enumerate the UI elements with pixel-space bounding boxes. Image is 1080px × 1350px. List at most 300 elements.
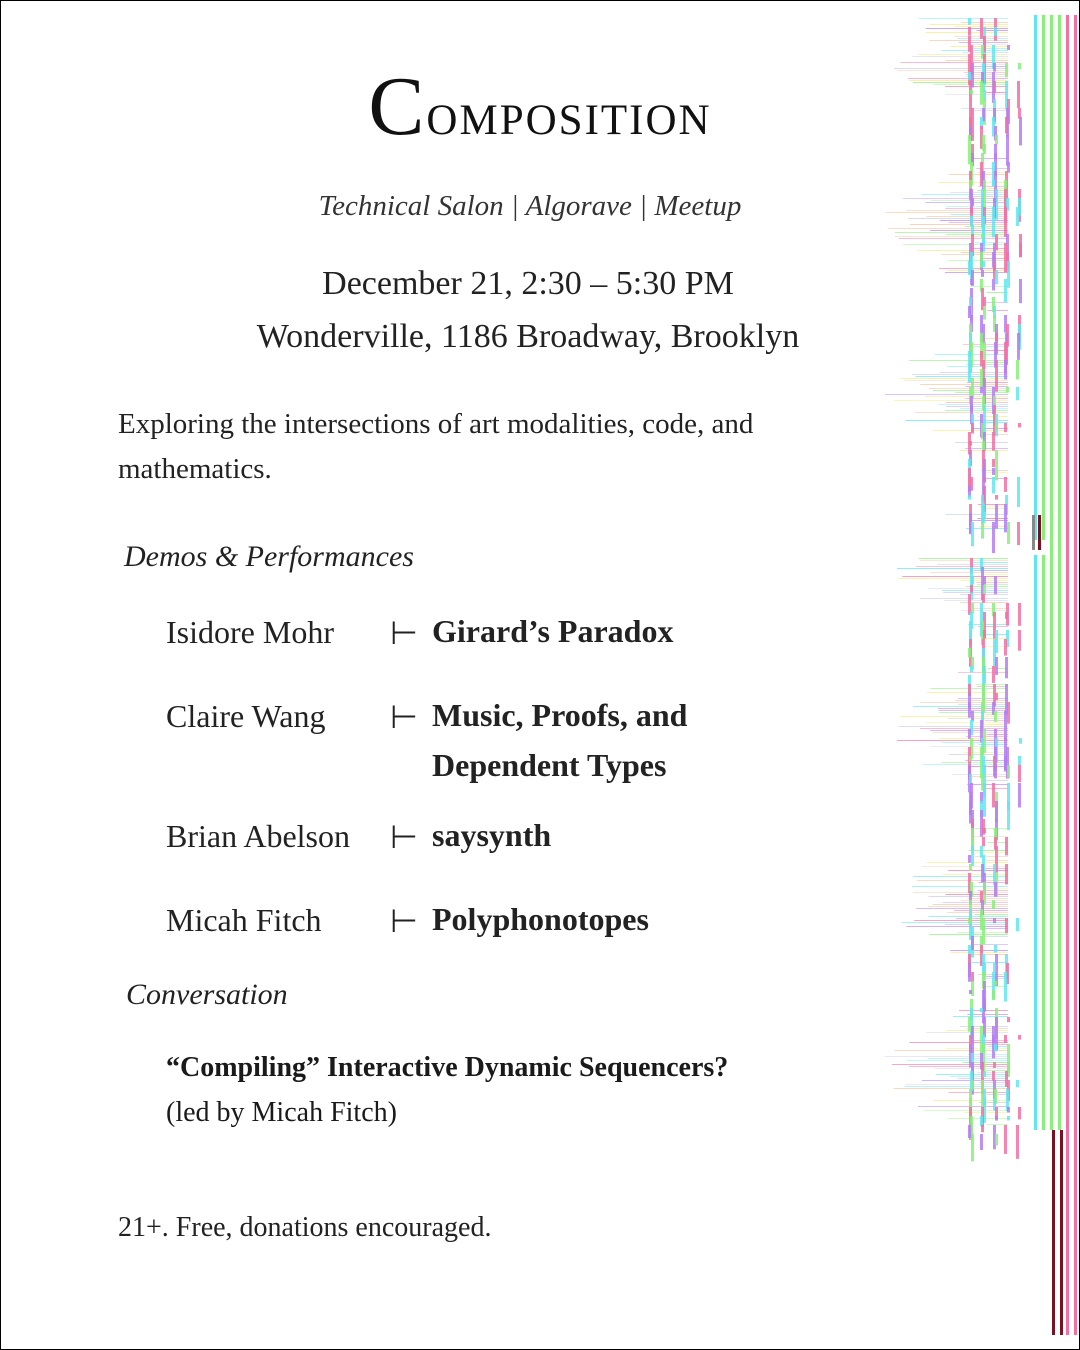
art-stroke: [995, 360, 998, 392]
art-stroke: [971, 846, 974, 866]
art-stroke: [1060, 1130, 1063, 1335]
art-stroke: [1007, 1107, 1010, 1113]
art-stroke: [946, 402, 1008, 403]
art-stroke: [946, 514, 1008, 515]
art-stroke: [946, 1030, 1008, 1031]
art-stroke: [981, 522, 984, 539]
art-stroke: [968, 729, 971, 739]
art-stroke: [1074, 15, 1077, 1335]
art-stroke: [968, 963, 971, 982]
art-stroke: [994, 882, 997, 897]
art-stroke: [970, 90, 973, 94]
demos-heading: Demos & Performances: [124, 540, 414, 573]
art-stroke: [971, 198, 974, 206]
art-stroke: [945, 94, 1008, 95]
art-stroke: [968, 1125, 971, 1138]
art-stroke: [906, 420, 1008, 421]
art-stroke: [981, 574, 1008, 575]
art-stroke: [1016, 207, 1019, 226]
art-stroke: [980, 387, 983, 393]
art-stroke: [971, 954, 1008, 955]
art-stroke: [971, 972, 974, 982]
art-stroke: [1042, 15, 1045, 540]
art-stroke: [974, 828, 1008, 829]
art-stroke: [945, 410, 1008, 411]
art-stroke: [912, 374, 1008, 375]
art-stroke: [895, 1050, 1008, 1051]
admission-note: 21+. Free, donations encouraged.: [118, 1212, 492, 1243]
art-stroke: [894, 400, 1008, 401]
art-stroke: [969, 756, 972, 762]
art-stroke: [965, 448, 1008, 449]
art-stroke: [994, 945, 997, 953]
turnstile-symbol: ⊢: [390, 699, 418, 735]
art-stroke: [968, 648, 971, 658]
art-stroke: [995, 270, 998, 284]
art-stroke: [961, 252, 1008, 253]
art-stroke: [938, 708, 1008, 709]
art-stroke: [983, 585, 986, 595]
art-stroke: [928, 1058, 1008, 1059]
art-stroke: [961, 610, 1008, 611]
art-stroke: [975, 684, 1008, 685]
art-stroke: [971, 522, 974, 546]
art-stroke: [992, 432, 995, 451]
art-stroke: [928, 916, 1008, 917]
art-stroke: [971, 603, 974, 613]
demo-title: Music, Proofs, and Dependent Types: [432, 697, 688, 783]
art-stroke: [970, 1040, 1008, 1041]
art-stroke: [903, 244, 1008, 245]
conversation-heading: Conversation: [126, 978, 288, 1011]
art-stroke: [915, 376, 1008, 377]
art-stroke: [1005, 837, 1008, 855]
art-stroke: [977, 890, 1008, 891]
art-stroke: [944, 600, 1008, 601]
art-stroke: [969, 180, 972, 189]
art-stroke: [950, 192, 1008, 193]
art-stroke: [969, 346, 1008, 347]
art-stroke: [971, 1134, 974, 1161]
art-stroke: [967, 1014, 1008, 1015]
art-stroke: [948, 260, 1008, 261]
art-stroke: [920, 598, 1008, 599]
art-stroke: [980, 369, 983, 388]
art-stroke: [1007, 1017, 1010, 1022]
art-stroke: [967, 898, 1008, 899]
art-stroke: [971, 711, 974, 721]
art-stroke: [975, 914, 1008, 915]
art-stroke: [971, 1080, 974, 1089]
art-stroke: [1004, 1035, 1007, 1043]
art-stroke: [983, 576, 986, 585]
art-stroke: [1007, 45, 1010, 50]
art-stroke: [1032, 515, 1035, 550]
event-subtitle: Technical Salon | Algorave | Meetup: [318, 190, 742, 222]
art-stroke: [894, 1088, 1008, 1089]
art-stroke: [969, 850, 1008, 851]
art-stroke: [1004, 639, 1007, 656]
art-stroke: [975, 242, 1008, 243]
art-stroke: [972, 836, 1008, 837]
art-stroke: [967, 784, 1008, 785]
art-stroke: [897, 740, 1008, 741]
art-stroke: [947, 912, 1008, 913]
art-stroke: [942, 590, 1008, 591]
art-stroke: [946, 406, 1008, 407]
art-stroke: [995, 693, 998, 700]
art-stroke: [1066, 15, 1069, 1335]
art-stroke: [1004, 207, 1007, 237]
art-stroke: [1007, 1116, 1010, 1120]
art-stroke: [968, 918, 971, 924]
art-stroke: [1004, 423, 1007, 432]
art-stroke: [1005, 657, 1008, 678]
art-stroke: [968, 54, 971, 85]
art-stroke: [897, 70, 1008, 71]
event-description: Exploring the intersections of art modalities, code, and mathematics.: [118, 408, 754, 485]
art-stroke: [947, 366, 1008, 367]
art-stroke: [897, 568, 1008, 569]
art-stroke: [899, 726, 1008, 727]
art-stroke: [895, 232, 1008, 233]
art-stroke: [1050, 15, 1053, 1130]
art-stroke: [895, 236, 1008, 237]
art-stroke: [983, 828, 986, 833]
art-stroke: [969, 774, 972, 785]
art-stroke: [948, 718, 1008, 719]
art-stroke: [992, 666, 995, 683]
art-stroke: [973, 944, 1008, 945]
art-stroke: [992, 900, 995, 909]
art-stroke: [902, 576, 1008, 577]
demo-presenter: Brian Abelson: [166, 818, 350, 854]
art-stroke: [983, 144, 986, 154]
art-stroke: [981, 1125, 984, 1132]
art-stroke: [983, 783, 986, 817]
art-stroke: [943, 902, 1008, 903]
art-stroke: [939, 182, 1008, 183]
art-stroke: [941, 254, 1008, 255]
art-stroke: [970, 286, 1008, 287]
art-stroke: [968, 1017, 971, 1032]
art-stroke: [1005, 864, 1008, 884]
art-stroke: [1018, 630, 1021, 651]
art-stroke: [992, 783, 995, 807]
art-stroke: [888, 228, 1008, 229]
art-stroke: [1016, 387, 1019, 400]
art-stroke: [1018, 783, 1021, 808]
art-stroke: [1017, 333, 1020, 360]
art-stroke: [945, 272, 1008, 273]
art-stroke: [894, 68, 1008, 69]
art-stroke: [943, 874, 1008, 875]
art-stroke: [987, 842, 1008, 843]
art-stroke: [900, 378, 1008, 379]
event-location: Wonderville, 1186 Broadway, Brooklyn: [256, 318, 800, 355]
art-stroke: [992, 459, 995, 467]
demo-presenter: Isidore Mohr: [166, 614, 334, 650]
art-stroke: [900, 716, 1008, 717]
art-stroke: [984, 928, 1008, 929]
art-stroke: [928, 906, 1008, 907]
art-stroke: [948, 1118, 1008, 1119]
art-stroke: [982, 261, 985, 267]
art-stroke: [994, 576, 997, 594]
art-stroke: [995, 450, 998, 481]
art-stroke: [983, 1017, 986, 1037]
art-stroke: [1042, 555, 1045, 1130]
demo-title: Girard’s Paradox: [432, 613, 674, 649]
art-stroke: [1004, 1125, 1007, 1154]
art-stroke: [992, 207, 995, 237]
art-stroke: [981, 72, 984, 83]
art-stroke: [946, 1048, 1008, 1049]
art-stroke: [980, 81, 983, 105]
art-stroke: [970, 766, 1008, 767]
art-stroke: [939, 710, 1008, 711]
art-stroke: [969, 864, 972, 871]
art-stroke: [1018, 63, 1021, 69]
art-stroke: [948, 870, 1008, 871]
art-stroke: [1006, 387, 1009, 393]
art-stroke: [972, 248, 1008, 249]
art-stroke: [949, 754, 1008, 755]
art-stroke: [992, 180, 995, 186]
art-stroke: [985, 788, 1008, 789]
art-stroke: [945, 894, 1008, 895]
art-stroke: [992, 1071, 995, 1081]
art-stroke: [920, 384, 1008, 385]
art-stroke: [916, 566, 1008, 567]
art-stroke: [994, 1044, 997, 1052]
art-stroke: [940, 220, 1008, 221]
art-stroke: [926, 722, 1008, 723]
art-stroke: [993, 81, 996, 93]
art-stroke: [946, 206, 1008, 207]
art-stroke: [995, 495, 998, 500]
art-stroke: [968, 261, 971, 275]
art-stroke: [955, 442, 1008, 443]
art-stroke: [1018, 756, 1021, 766]
art-stroke: [968, 855, 971, 863]
art-stroke: [995, 504, 998, 529]
art-stroke: [995, 657, 998, 675]
art-stroke: [899, 238, 1008, 239]
art-stroke: [1007, 261, 1010, 288]
art-stroke: [941, 50, 1008, 51]
art-stroke: [995, 1134, 998, 1145]
art-stroke: [992, 477, 995, 493]
art-stroke: [968, 18, 971, 25]
art-stroke: [971, 962, 1008, 963]
art-stroke: [1019, 243, 1022, 257]
art-stroke: [994, 27, 997, 36]
art-stroke: [995, 801, 998, 822]
art-stroke: [971, 423, 974, 433]
art-stroke: [986, 1070, 1008, 1071]
title-rest: omposition: [426, 80, 712, 148]
art-stroke: [950, 214, 1008, 215]
art-stroke: [906, 926, 1008, 927]
art-stroke: [920, 560, 1008, 561]
art-stroke: [909, 360, 1008, 361]
art-stroke: [993, 963, 996, 972]
art-stroke: [992, 522, 995, 553]
art-stroke: [1018, 603, 1021, 626]
art-stroke: [970, 48, 1008, 49]
art-stroke: [995, 423, 998, 430]
art-stroke: [951, 952, 1008, 953]
art-stroke: [1004, 477, 1007, 492]
art-stroke: [987, 310, 1008, 311]
art-stroke: [981, 270, 984, 277]
art-stroke: [977, 686, 1008, 687]
art-stroke: [953, 1016, 1008, 1017]
art-stroke: [971, 520, 1008, 521]
demo-presenter: Micah Fitch: [166, 902, 322, 938]
art-stroke: [983, 306, 986, 320]
generative-bar-art: [868, 10, 1080, 1340]
art-stroke: [1017, 81, 1020, 108]
conversation-leader: (led by Micah Fitch): [166, 1097, 397, 1128]
art-stroke: [902, 922, 1008, 923]
art-stroke: [1016, 1080, 1019, 1087]
art-stroke: [913, 892, 1008, 893]
art-stroke: [968, 594, 971, 615]
art-stroke: [950, 1076, 1008, 1077]
art-stroke: [946, 234, 1008, 235]
art-stroke: [968, 776, 1008, 777]
art-stroke: [972, 608, 1008, 609]
art-stroke: [968, 72, 971, 80]
art-stroke: [970, 279, 973, 285]
art-stroke: [885, 212, 1008, 213]
art-stroke: [1004, 504, 1007, 532]
art-stroke: [1018, 1107, 1021, 1119]
art-stroke: [968, 135, 971, 164]
turnstile-symbol: ⊢: [390, 819, 418, 855]
art-stroke: [969, 990, 972, 994]
art-stroke: [983, 630, 986, 639]
art-stroke: [945, 208, 1008, 209]
art-stroke: [1017, 477, 1020, 507]
art-stroke: [930, 230, 1008, 231]
art-stroke: [987, 1124, 1008, 1125]
art-stroke: [1005, 612, 1008, 619]
art-stroke: [980, 1116, 983, 1126]
art-stroke: [1007, 522, 1010, 544]
art-stroke: [968, 27, 971, 36]
art-stroke: [951, 46, 1008, 47]
art-stroke: [968, 702, 971, 709]
art-stroke: [1018, 423, 1021, 427]
art-stroke: [1018, 1035, 1021, 1040]
art-stroke: [1019, 738, 1022, 744]
art-stroke: [970, 216, 973, 226]
art-stroke: [1016, 360, 1019, 380]
art-stroke: [983, 513, 986, 518]
art-stroke: [994, 765, 997, 778]
art-stroke: [945, 86, 1008, 87]
art-stroke: [995, 135, 998, 145]
art-stroke: [969, 369, 972, 373]
art-stroke: [983, 999, 986, 1012]
art-stroke: [993, 918, 996, 923]
art-stroke: [1004, 279, 1007, 302]
art-stroke: [1018, 765, 1021, 782]
art-stroke: [970, 585, 973, 593]
art-stroke: [949, 1092, 1008, 1093]
art-stroke: [967, 44, 1008, 45]
art-stroke: [943, 592, 1008, 593]
turnstile-symbol: ⊢: [390, 903, 418, 939]
art-stroke: [992, 279, 995, 290]
art-stroke: [968, 196, 1008, 197]
art-stroke: [993, 63, 996, 72]
art-stroke: [992, 468, 995, 475]
art-stroke: [974, 110, 1008, 111]
art-stroke: [1034, 555, 1037, 1130]
art-stroke: [952, 774, 1008, 775]
art-stroke: [949, 222, 1008, 223]
art-stroke: [980, 1008, 983, 1012]
art-stroke: [1004, 756, 1007, 772]
art-stroke: [946, 60, 1008, 61]
art-stroke: [971, 428, 1008, 429]
art-stroke: [1007, 1062, 1010, 1071]
art-stroke: [1016, 1125, 1019, 1159]
art-stroke: [1038, 515, 1041, 550]
art-stroke: [885, 1056, 1008, 1057]
art-stroke: [987, 1094, 1008, 1095]
art-stroke: [1007, 765, 1010, 778]
art-stroke: [983, 1071, 986, 1077]
event-date-time: December 21, 2:30 – 5:30 PM: [322, 265, 734, 302]
art-stroke: [885, 394, 1008, 395]
art-stroke: [1004, 711, 1007, 741]
art-stroke: [973, 66, 1008, 67]
demo-title: saysynth: [432, 817, 552, 853]
art-stroke: [1016, 918, 1019, 931]
art-stroke: [938, 404, 1008, 405]
art-stroke: [945, 924, 1008, 925]
art-stroke: [969, 441, 972, 446]
art-stroke: [948, 270, 1008, 271]
turnstile-symbol: ⊢: [390, 615, 418, 651]
art-stroke: [1007, 801, 1010, 830]
art-stroke: [1004, 360, 1007, 379]
art-stroke: [1052, 1130, 1055, 1335]
art-stroke: [981, 234, 984, 238]
art-stroke: [900, 62, 1008, 63]
art-stroke: [969, 936, 1008, 937]
art-stroke: [1005, 117, 1008, 133]
art-stroke: [1034, 15, 1037, 540]
art-stroke: [939, 268, 1008, 269]
art-stroke: [1017, 522, 1020, 545]
art-stroke: [907, 1060, 1008, 1061]
art-stroke: [971, 936, 974, 950]
art-stroke: [994, 711, 997, 722]
art-stroke: [1019, 117, 1022, 145]
art-stroke: [1058, 15, 1061, 1130]
art-stroke: [968, 624, 1008, 625]
art-stroke: [1004, 972, 1007, 1002]
art-stroke: [949, 174, 1008, 175]
art-stroke: [980, 1134, 983, 1150]
art-stroke: [971, 576, 974, 585]
